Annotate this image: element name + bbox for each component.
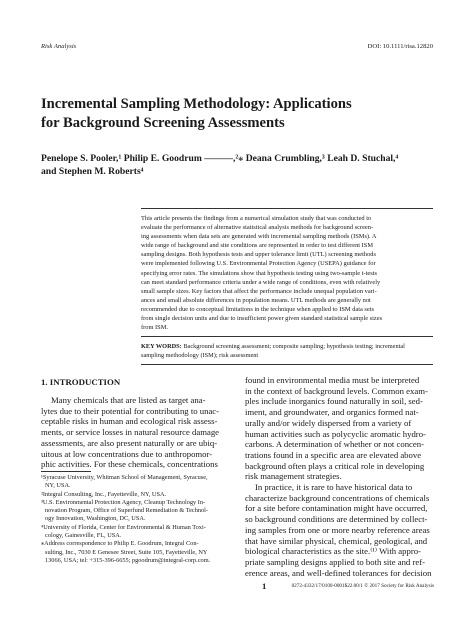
body-line: ments, or service losses in natural resource damage: [41, 427, 220, 438]
footnote-affiliation-1: [41, 474, 231, 491]
abstract-line: evaluate the performance of alternative statistical analysis methods for background screen-: [141, 224, 374, 232]
abstract-line: ing assessments when data sets are generated with incremental sampling methods (ISMs). A: [141, 233, 377, 241]
section-heading: 1. INTRODUCTION: [41, 377, 121, 387]
doi: DOI: 10.1111/risa.12820: [367, 43, 433, 50]
body-line: in the context of background levels. Common exam-: [245, 385, 428, 396]
left-column-body: [41, 395, 229, 470]
body-line: urally and/or widely dispersed from a variety of: [245, 417, 412, 428]
footnote-line: ⁎Address correspondence to Philip E. Goodrum, Integral Con-: [41, 540, 199, 548]
footnote-line: 13066, USA; tel: +315-396-6655; pgoodrum@integral-corp.com.: [45, 556, 211, 564]
authors-line: and Stephen M. Roberts⁴: [41, 166, 144, 177]
body-line: that have similar physical, chemical, geological, and: [245, 535, 428, 546]
keywords-text: Background screening assessment; composite sampling; hypothesis testing; incremental: [181, 343, 405, 350]
footnote-correspondence: [41, 540, 231, 565]
abstract-line: from single decision units and due to insufficient power given standard statistical sample sizes: [141, 315, 383, 323]
body-line: carbons. A determination of whether or not concen-: [245, 439, 425, 450]
footnote-affiliation-2: [41, 491, 231, 499]
abstract-line: sampling designs. Both hypothesis tests and upper tolerance limit (UTL) screening methods: [141, 251, 376, 259]
body-line: ing samples from one or more nearby reference areas: [245, 524, 430, 535]
copyright-line: 0272-4332/17/0100-0001$22.00/1 © 2017 Society for Risk Analysis: [291, 583, 434, 589]
footnotes: [41, 474, 231, 565]
abstract-line: This article presents the findings from a numerical simulation study that was conducted to: [141, 215, 372, 222]
body-line: characterize background concentrations of chemicals: [245, 492, 430, 503]
footnote-line: NY, USA.: [45, 482, 71, 490]
title-line: Incremental Sampling Methodology: Applications: [41, 96, 352, 112]
abstract-line: specifying error rates. The simulations show that hypothesis testing using two-sample t-tests: [141, 269, 377, 277]
footnote-affiliation-4: [41, 524, 231, 541]
footnote-line: ogy Innovation, Washington, DC, USA.: [45, 515, 146, 523]
footnote-line: cology, Gainesville, FL, USA.: [45, 532, 122, 540]
abstract-line: can meet standard performance criteria under a wide range of conditions, even with relatively: [141, 278, 381, 286]
article-title: [41, 95, 441, 133]
body-line: ceptable risks in human and ecological risk assess-: [41, 416, 218, 427]
body-line: so background conditions are determined by collect-: [245, 514, 428, 525]
abstract-line: wide range of background and site conditions are represented in order to test different ISM: [141, 242, 374, 250]
keywords-bottom-rule: [141, 364, 433, 365]
page-number: 1: [262, 581, 267, 591]
footnote-rule: [41, 471, 91, 472]
body-line: lytes due to their potential for contributing to unac-: [41, 405, 220, 416]
body-line: phic activities. For these chemicals, concentrations: [41, 459, 218, 470]
footnote-line: novation Program, Office of Superfund Remediation & Technol-: [45, 507, 209, 515]
footnote-line: sulting, Inc., 7030 E Genesee Street, Suite 105, Fayetteville, NY: [45, 548, 208, 556]
body-line: human activities such as polycyclic aromatic hydro-: [245, 428, 426, 439]
keywords-label: KEY WORDS:: [141, 343, 182, 350]
footnote-line: ¹Syracuse University, Whitman School of Management, Syracuse,: [41, 474, 208, 481]
body-line: In practice, it is rare to have historical data to: [255, 482, 413, 493]
body-line: erence areas, and well-defined tolerances for decision: [245, 567, 432, 578]
body-line: Many chemicals that are listed as target ana-: [51, 395, 206, 405]
abstract-line: from ISM.: [141, 324, 168, 332]
abstract-line: recommended due to conceptual limitations in the technique when applied to ISM data sets: [141, 305, 375, 313]
body-line: iment, and groundwater, and organics formed nat-: [245, 407, 419, 418]
keywords-line: sampling methodology (ISM); risk assessment: [141, 352, 259, 359]
keywords: [141, 342, 433, 360]
footnote-affiliation-3: [41, 499, 231, 524]
footnote-line: ²Integral Consulting, Inc., Fayetteville, NY, USA.: [41, 490, 167, 498]
body-line: found in environmental media must be interpreted: [245, 375, 420, 385]
footnote-line: ⁴University of Florida, Center for Environmental & Human Toxi-: [41, 523, 206, 531]
body-line: assessments, are also present naturally or are ubiq-: [41, 437, 218, 448]
body-line: for a site before contamination might have occurred,: [245, 503, 428, 514]
abstract-bottom-rule: [141, 336, 433, 337]
right-column-body: [245, 375, 434, 578]
journal-name: Risk Analysis: [41, 43, 77, 50]
title-line: for Background Screening Assessments: [41, 115, 285, 131]
body-line: priate sampling designs applied to both site and ref-: [245, 556, 425, 567]
authors-line: Penelope S. Pooler,¹ Philip E. Goodrum ———,²⁎ Deana Crumbling,³ Leah D. Stuchal,⁴: [41, 153, 399, 164]
body-line: background often plays a critical role in developing: [245, 460, 425, 471]
abstract-top-rule: [141, 208, 433, 209]
author-list: [41, 152, 441, 178]
body-line: trations found in a specific area are elevated above: [245, 449, 422, 460]
abstract-line: small sample sizes. Key factors that affect the performance include unequal population vari-: [141, 287, 377, 295]
body-line: ples include inorganics found naturally in soil, sed-: [245, 396, 423, 407]
running-head: [41, 43, 433, 55]
footnote-line: ³U.S. Environmental Protection Agency, Cleanup Technology In-: [41, 498, 206, 506]
keywords-line: [141, 342, 433, 351]
abstract-line: ances and small absolute differences in population means. UTL methods are generally not: [141, 296, 371, 304]
abstract: [141, 214, 433, 332]
abstract-line: were implemented following U.S. Environmental Protection Agency (USEPA) guidance for: [141, 260, 376, 268]
body-line: risk management strategies.: [245, 471, 342, 482]
body-line: biological characteristics as the site.⁽¹⁾ With appro-: [245, 546, 421, 557]
body-line: uitous at low concentrations due to anthropomor-: [41, 448, 213, 459]
